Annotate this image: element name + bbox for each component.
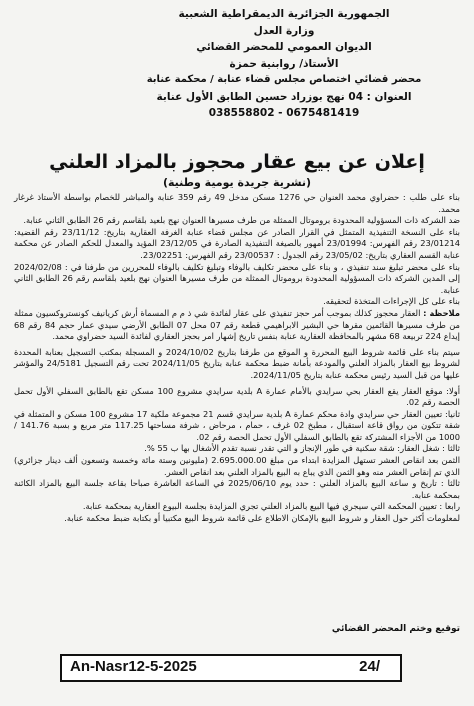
paragraph-notification: بناء على محضر تبليغ سند تنفيذي ، و بناء على محضر تكليف بالوفاء وتبليغ تكليف بالوفاء للمحررين من طرفنا في : 2024/02/08 إلى المدين الشركة ذات المسؤولية المحدودة بروموتال الممثلة من طرف مسيرها العنوان نهج بلعيد بلقاسم رقم 26 الطابق الثاني عنابة. <box>14 261 461 295</box>
notice-title: إعلان عن بيع عقار محجوز بالمزاد العلني <box>49 151 425 173</box>
paragraph-schedule: سيتم بناء على قائمة شروط البيع المحررة و الموقع من طرفنا بتاريخ 2024/10/02 و المسجلة بمكتب التسجيل بعنابة المحددة لشروط بيع العقار بالمزاد العلني والمودعة بأمانة ضبط محكمة عنابة بتاريخ 2024/11/05 تحت رقم التسجيل 24/5181 والمؤشر عليها من قبل السيد رئيس محكمة عنابة بتاريخ 2024/11/05. <box>14 346 461 380</box>
header-office: الديوان العمومي للمحضر القضائي <box>196 41 372 53</box>
note-text: العقار محجوز كذلك بموجب أمر حجز تنفيذي على عقار لفائدة شي ذ م م المسماة أرش كريانيف كونستروكسيون ممثلة من طرف مسيرها القائمين مقرها حي البشير الابراهيمي قطعة رقم 07 محل 07 الطابق الأرضي سيدي عمار حجم 84 رقم 68 إيداع 224 تربيعة 68 مشهر بالمحافظة العقارية عنابة بنفس تاريخ إشهار امر بحجز العقاري لفائدة السيد حضراوي محمد. <box>14 307 460 342</box>
page-number: 24/ <box>359 658 380 675</box>
signature-line: توقيع وختم المحضر القضائي <box>331 624 460 634</box>
header-jurisdiction: محضر قضائي اختصاص مجلس قضاء عنابة / محكمة عنابة <box>146 74 422 85</box>
item-description: ثانيا: تعيين العقار حي سرايدي وادة محكم عمارة A بلدية سرايدي قسم 21 مجموعة ملكية 17 مشروع 100 مسكن و المتمثلة في شقة تتكون من رواق قاعة استقبال ، مطبخ 02 غرف ، حمام ، مرحاض ، شرفة مساحتها 117.25 متر مربع و بسبة 141.76 / 1000 من الأجزاء المشتركة تقع بالطابق السفلي الأول تحمل الحصة رقم 02. <box>14 408 461 442</box>
note-label: ملاحظة : <box>423 307 460 318</box>
notice-subtitle: (نشرية جريدة يومية وطنية) <box>162 176 312 189</box>
header-address: العنوان : 04 نهج بوزراد حسين الطابق الأول عنابة <box>156 90 412 103</box>
header-republic: الجمهورية الجزائرية الديمقراطية الشعبية <box>178 8 390 20</box>
header-phones: 0675481419 - 038558802 <box>208 107 360 119</box>
item-location: أولا: موقع العقار يقع العقار بحي سرايدي بالأمام عمارة A بلدية سرايدي مشروع 100 مسكن تقع بالطابق السفلي الأول تحمل الحصة رقم 02. <box>14 385 461 408</box>
paragraph-closing: لمعلومات أكثر حول العقار و شروط البيع بالإمكان الاطلاع على قائمة شروط البيع مكتبيا أو بكتابة ضبط محكمة عنابة. <box>64 513 460 524</box>
paragraph-enforcement: بناء على النسخة التنفيذية المتمثل في القرار الصادر عن مجلس قضاء عنابة الغرفة العقارية بتاريخ: 23/11/12 رقم القضية: 23/01214 رقم الفهرس: 23/01994 أمهور بالصيغة التنفيذية الصادرة في 23/12/05 المؤيد والمعدل للحكم الصادر عن محكمة عنابة القسم العقاري بتاريخ: 23/05/02 رقم الجدول : 23/00537 رقم الفهرس: 23/02251. <box>14 226 460 260</box>
newspaper-footer <box>60 654 402 682</box>
newspaper-reference: An-Nasr12-5-2025 <box>70 658 197 675</box>
paragraph-note <box>14 308 460 343</box>
item-occupancy: ثالثا : شغل العقار: شقة سكنية في طور الإنجاز و التي تقدر نسبة تقدم الأشغال بها ب 55 %. <box>144 443 460 454</box>
header-bailiff-name: الأستاذ/ روابنية حمزة <box>229 57 339 70</box>
paragraph-defendant: ضد الشركة ذات المسؤولية المحدودة بروموتال الممثلة من طرف مسيرها العنوان نهج بلعيد بلقاسم رقم 26 الطابق الثاني عنابة. <box>23 215 460 226</box>
bailiff-header <box>100 6 468 122</box>
paragraph-requester: بناء على طلب : حضراوي محمد العنوان حي 1276 مسكن مدخل 49 رقم 359 عنابة والمباشر للخصام بواسطة الأستاذ غرغار محمد. <box>14 192 460 214</box>
item-price: الثمن بعد انقاص العشر تستهل المزايدة ابتداء من مبلغ 2.695.000.00 (مليونين وستة مائة وخمسة وتسعون ألف دينار جزائري) الذي تم إنقاص العشر منه وهو الثمن الذي يباع به البيع بالمزاد العلني بعد انقاص العشر. <box>14 455 461 477</box>
header-ministry: وزارة العدل <box>253 24 315 37</box>
item-auction-date: ثالثا : تاريخ و ساعة البيع بالمزاد العلني : حدد يوم 2025/06/10 في الساعة العاشرة صباحا بقاعة جلسة البيع بالمزاد الكائنة بمحكمة عنابة. <box>14 478 460 500</box>
notice-body <box>14 192 460 525</box>
item-court: رابعا : تعيين المحكمة التي سيجري فيها البيع بالمزاد العلني تجري المزايدة بجلسة البيوع العقارية بمحكمة عنابة. <box>82 501 460 512</box>
paragraph-procedures: بناء على كل الإجراءات المتخذة لتحقيقه. <box>323 296 460 307</box>
